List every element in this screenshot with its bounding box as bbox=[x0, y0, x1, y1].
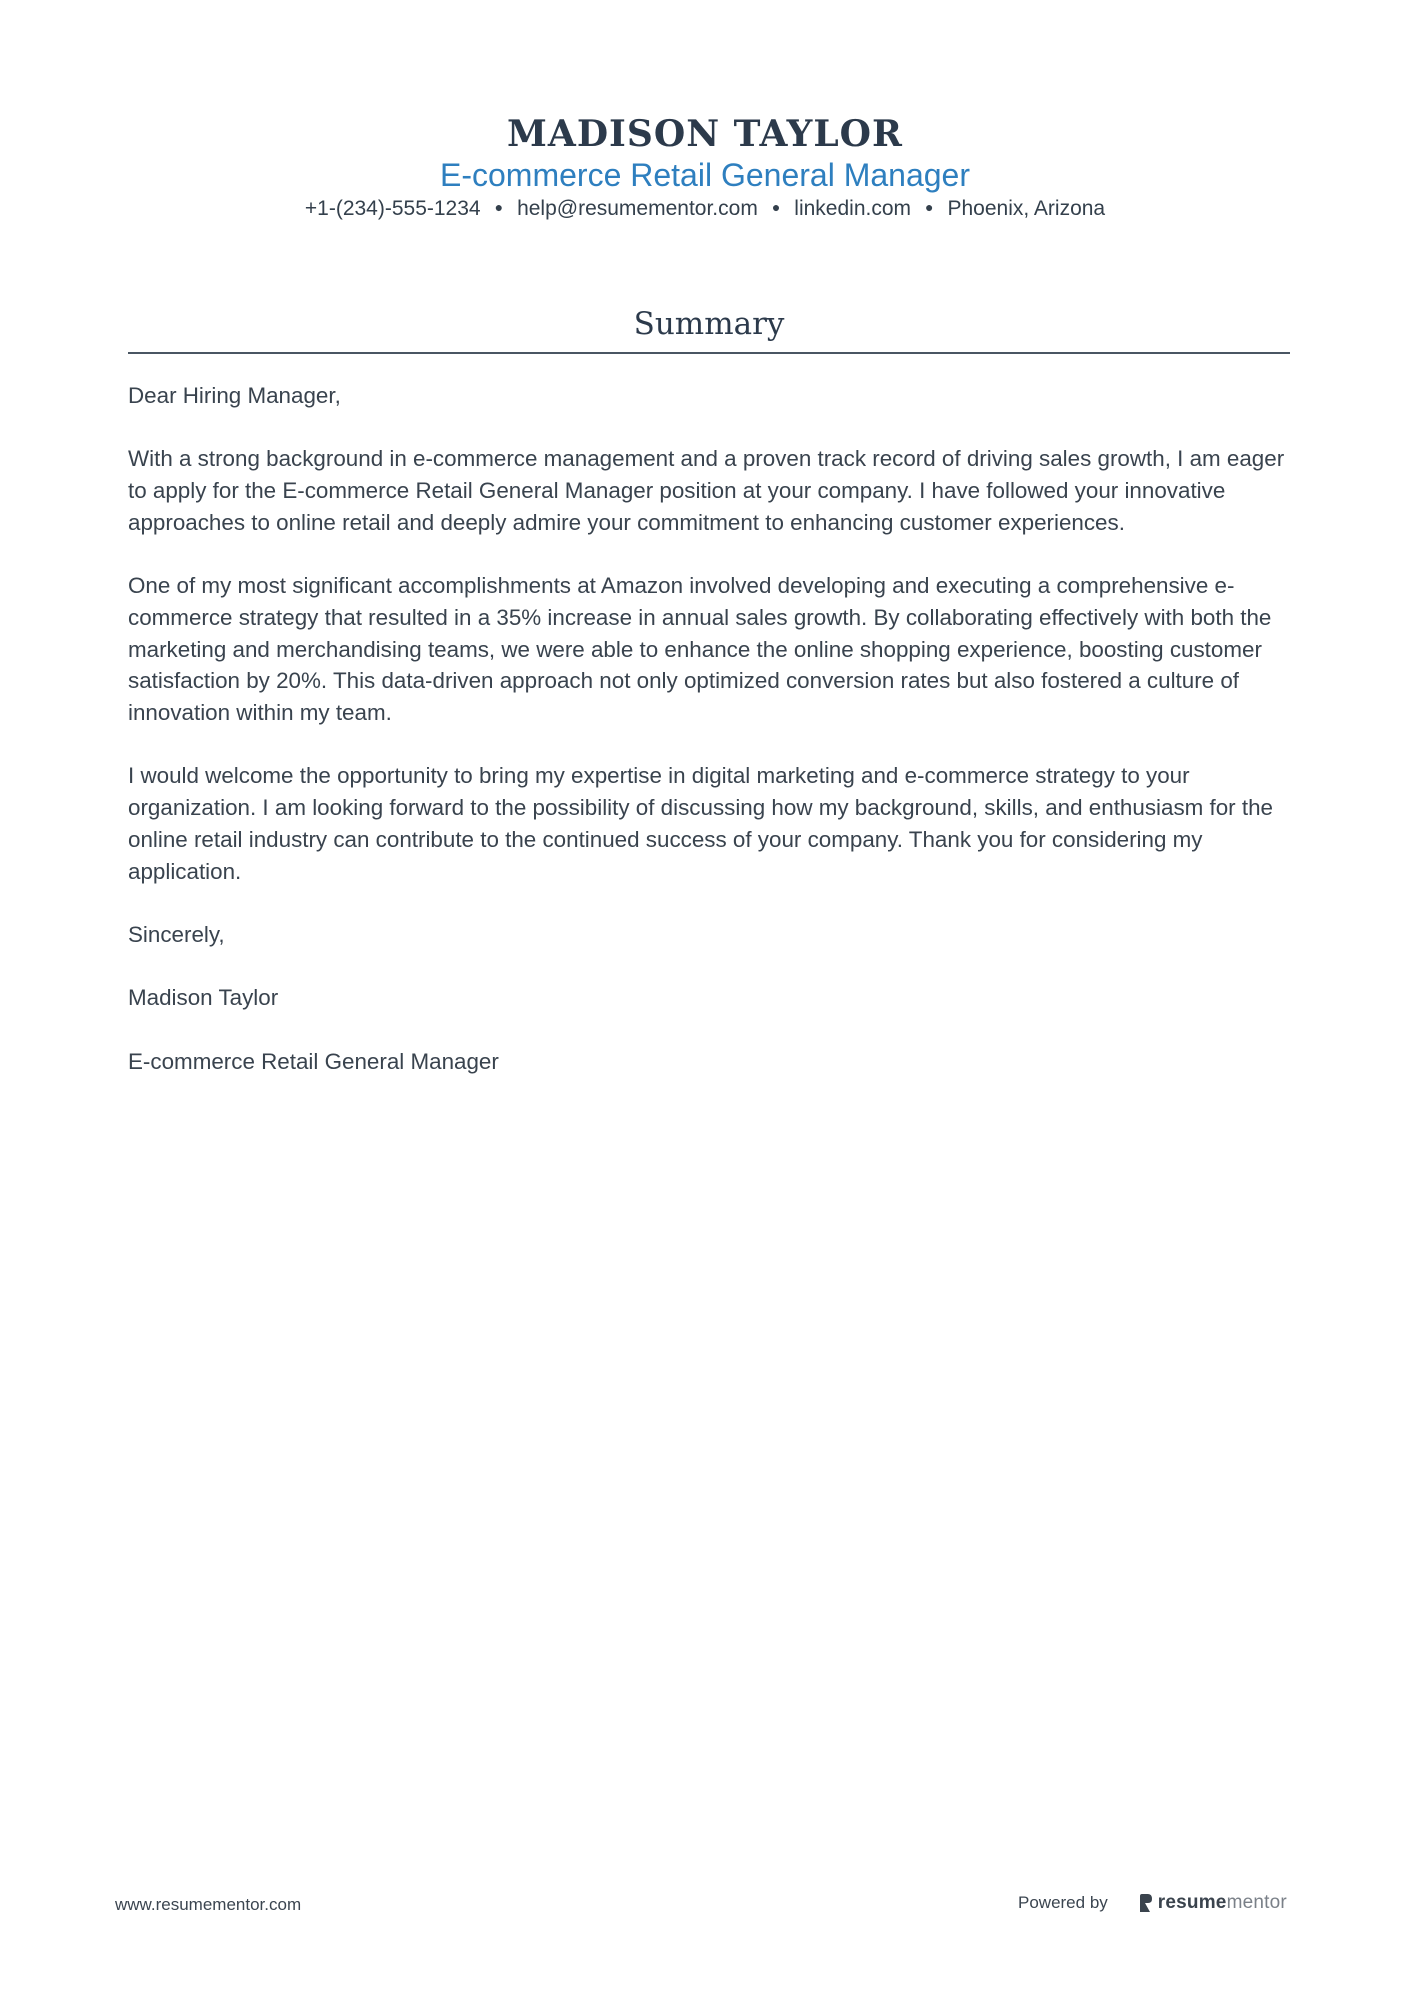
brand-logo[interactable] bbox=[1138, 1892, 1287, 1914]
contact-line bbox=[0, 194, 1410, 224]
signature-title: E-commerce Retail General Manager bbox=[128, 1048, 499, 1074]
signature-name: Madison Taylor bbox=[128, 985, 279, 1011]
candidate-name: MADISON TAYLOR bbox=[507, 113, 903, 155]
footer-branding bbox=[1018, 1892, 1287, 1914]
letter-paragraph: One of my most significant accomplishments at Amazon involved developing and executing a comprehensive e-commerce strategy that resulted in a 35% increase in annual sales growth. By collaborating effectively with both the marketing and merchandising teams, we were able to enhance the online shopping experience, boosting customer satisfaction by 20%. This data-driven approach not only optimized conversion rates but also fostered a culture of innovation within my team. bbox=[128, 573, 1272, 725]
resumementor-logo-icon bbox=[1138, 1893, 1154, 1913]
brand-name-bold: resume bbox=[1157, 1892, 1227, 1913]
section-title: Summary bbox=[633, 306, 785, 342]
contact-location: Phoenix, Arizona bbox=[947, 197, 1106, 220]
footer-website[interactable]: www.resumementor.com bbox=[115, 1895, 302, 1914]
letter-body bbox=[128, 380, 1298, 1109]
letter-closing: Sincerely, bbox=[128, 921, 225, 947]
letter-greeting: Dear Hiring Manager, bbox=[128, 383, 341, 408]
bullet-separator-icon: ● bbox=[494, 199, 504, 216]
header bbox=[0, 112, 1410, 224]
contact-linkedin[interactable]: linkedin.com bbox=[794, 197, 912, 220]
letter-paragraph: I would welcome the opportunity to bring my expertise in digital marketing and e-commerce strategy to your organization. I am looking forward to the possibility of discussing how my background, skills, and enthusiasm for the online retail industry can contribute to the continued success of your company. Thank you for considering my application. bbox=[128, 763, 1273, 884]
candidate-job-title: E-commerce Retail General Manager bbox=[440, 157, 970, 193]
contact-email[interactable]: help@resumementor.com bbox=[517, 197, 758, 220]
bullet-separator-icon: ● bbox=[925, 199, 934, 216]
letter-paragraph: With a strong background in e-commerce management and a proven track record of driving sales growth, I am eager to apply for the E-commerce Retail General Manager position at your company. I have followed your innovative approaches to online retail and deeply admire your commitment to enhancing customer experiences. bbox=[128, 446, 1285, 535]
section-divider bbox=[128, 352, 1290, 354]
powered-by-label: Powered by bbox=[1018, 1893, 1108, 1912]
brand-name-light: mentor bbox=[1226, 1892, 1287, 1913]
contact-phone: +1-(234)-555-1234 bbox=[304, 197, 481, 220]
bullet-separator-icon: ● bbox=[771, 199, 781, 216]
